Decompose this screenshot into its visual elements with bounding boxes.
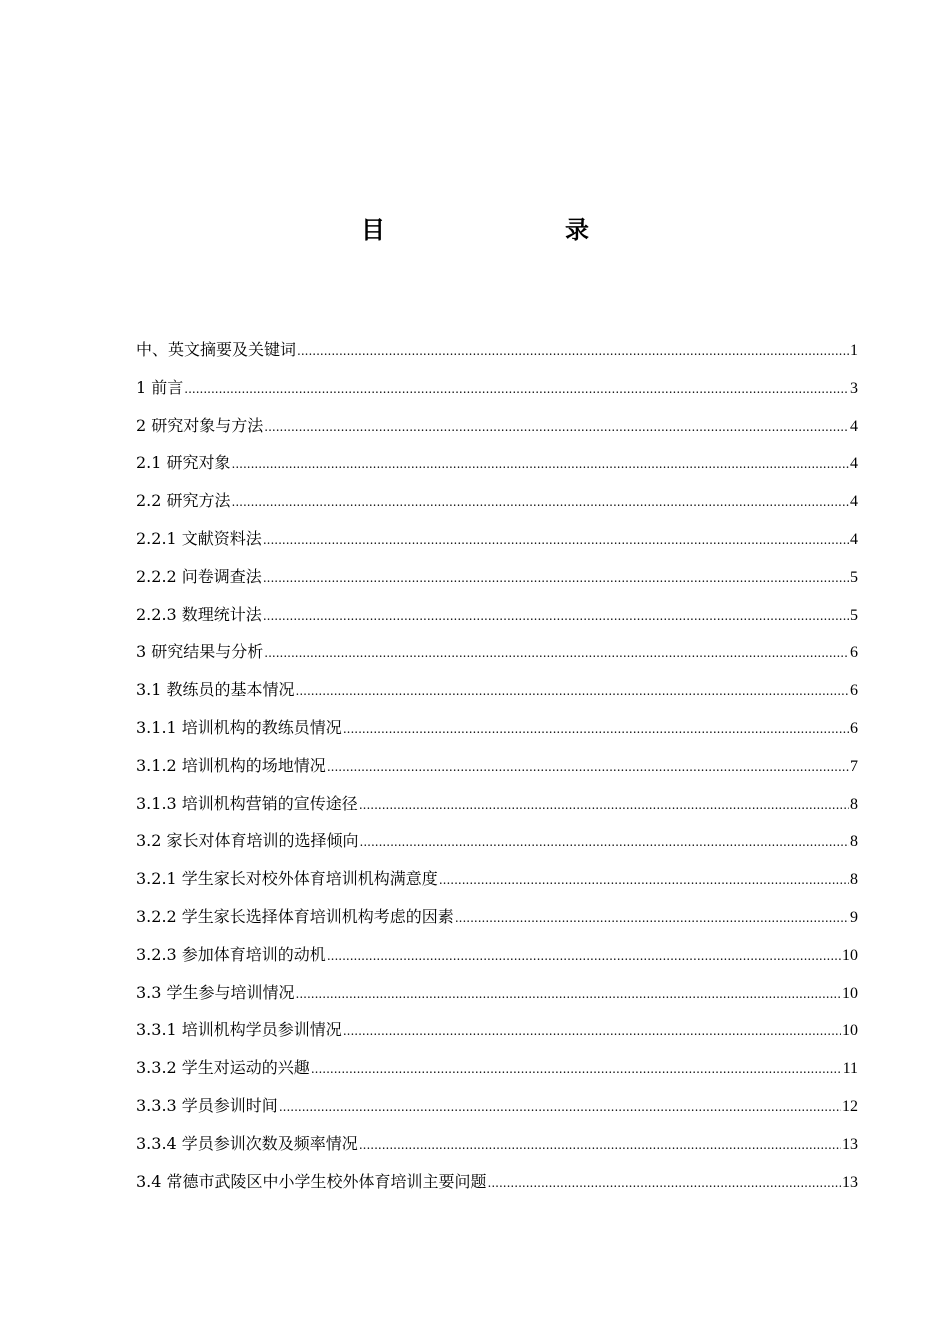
- toc-entry[interactable]: [136, 1054, 858, 1092]
- toc-dot-leader: [264, 413, 849, 441]
- toc-dot-leader: [455, 904, 849, 932]
- toc-entry[interactable]: [136, 563, 858, 601]
- toc-entry-page-number: 10: [842, 984, 858, 1002]
- toc-entry-page-number: 4: [850, 417, 858, 435]
- toc-entry-label: 3.2.2 学生家长选择体育培训机构考虑的因素: [136, 906, 454, 926]
- toc-entry-page-number: 12: [842, 1097, 858, 1115]
- toc-entry[interactable]: [136, 714, 858, 752]
- toc-entry[interactable]: [136, 979, 858, 1017]
- toc-entry[interactable]: [136, 1130, 858, 1168]
- toc-dot-leader: [232, 450, 849, 478]
- toc-entry[interactable]: [136, 601, 858, 639]
- toc-entry-page-number: 10: [842, 946, 858, 964]
- toc-entry-page-number: 6: [850, 682, 858, 700]
- toc-entry-label: 3.1.2 培训机构的场地情况: [136, 755, 326, 775]
- toc-entry-label: 2.2.1 文献资料法: [136, 528, 262, 548]
- toc-entry[interactable]: [136, 827, 858, 865]
- toc-dot-leader: [311, 1055, 842, 1083]
- toc-entry-label: 3 研究结果与分析: [136, 642, 264, 662]
- toc-dot-leader: [439, 866, 849, 894]
- toc-entry[interactable]: [136, 941, 858, 979]
- toc-entry-label: 2.2.2 问卷调查法: [136, 566, 262, 586]
- toc-entry-label: 3.1.1 培训机构的教练员情况: [136, 717, 342, 737]
- toc-entry-page-number: 13: [842, 1135, 858, 1153]
- toc-dot-leader: [343, 1017, 841, 1045]
- toc-entry[interactable]: [136, 336, 858, 374]
- toc-entry[interactable]: [136, 865, 858, 903]
- toc-title: 目 录: [361, 215, 633, 244]
- toc-dot-leader: [360, 828, 849, 856]
- toc-entry-label: 3.3 学生参与培训情况: [136, 982, 295, 1002]
- toc-entry-label: 2.2.3 数理统计法: [136, 604, 262, 624]
- toc-entry-label: 3.1.3 培训机构营销的宣传途径: [136, 793, 358, 813]
- toc-entry[interactable]: [136, 1168, 858, 1206]
- toc-entry-page-number: 1: [850, 342, 858, 359]
- toc-dot-leader: [232, 488, 849, 516]
- toc-entry-label: 3.3.4 学员参训次数及频率情况: [136, 1133, 358, 1153]
- toc-entry-page-number: 11: [842, 1060, 858, 1078]
- toc-dot-leader: [343, 715, 849, 743]
- toc-entry[interactable]: [136, 1092, 858, 1130]
- toc-entry-page-number: 5: [850, 568, 858, 586]
- toc-entry-label: 2.1 研究对象: [136, 453, 231, 473]
- toc-entry[interactable]: [136, 374, 858, 412]
- toc-dot-leader: [264, 639, 849, 667]
- toc-entry[interactable]: [136, 790, 858, 828]
- toc-entry-label: 3.2 家长对体育培训的选择倾向: [136, 831, 359, 851]
- toc-entry-label: 3.4 常德市武陵区中小学生校外体育培训主要问题: [136, 1171, 487, 1191]
- toc-entry-page-number: 8: [850, 871, 858, 889]
- toc-entry-page-number: 10: [842, 1022, 858, 1040]
- toc-dot-leader: [279, 1093, 841, 1121]
- toc-dot-leader: [488, 1169, 841, 1197]
- toc-entry-page-number: 5: [850, 606, 858, 624]
- toc-dot-leader: [263, 602, 849, 630]
- toc-entry-label: 2 研究对象与方法: [136, 415, 264, 435]
- toc-entry[interactable]: [136, 752, 858, 790]
- toc-dot-leader: [263, 564, 849, 592]
- toc-entry-page-number: 3: [850, 379, 858, 397]
- toc-dot-leader: [184, 375, 849, 403]
- toc-entry-label: 2.2 研究方法: [136, 491, 231, 511]
- toc-entry-page-number: 9: [850, 908, 858, 926]
- toc-entry-page-number: 13: [842, 1173, 858, 1191]
- toc-entry[interactable]: [136, 412, 858, 450]
- toc-entry[interactable]: [136, 449, 858, 487]
- toc-dot-leader: [297, 337, 849, 365]
- toc-entry[interactable]: [136, 1016, 858, 1054]
- toc-entry-label: 1 前言: [136, 377, 184, 397]
- toc-entry[interactable]: [136, 525, 858, 563]
- toc-dot-leader: [359, 791, 849, 819]
- toc-entry-page-number: 7: [850, 757, 858, 775]
- toc-entry-page-number: 8: [850, 833, 858, 851]
- toc-dot-leader: [263, 526, 849, 554]
- toc-dot-leader: [327, 942, 841, 970]
- toc-entry-label: 3.2.3 参加体育培训的动机: [136, 944, 326, 964]
- toc-entry[interactable]: [136, 903, 858, 941]
- toc-entry-page-number: 8: [850, 795, 858, 813]
- toc-dot-leader: [359, 1131, 841, 1159]
- toc-dot-leader: [327, 753, 849, 781]
- toc-entry-label: 中、英文摘要及关键词: [136, 340, 297, 359]
- toc-entry-label: 3.2.1 学生家长对校外体育培训机构满意度: [136, 869, 438, 889]
- toc-entry-label: 3.1 教练员的基本情况: [136, 680, 295, 700]
- toc-dot-leader: [296, 677, 849, 705]
- toc-entry-page-number: 6: [850, 644, 858, 662]
- toc-entry-label: 3.3.2 学生对运动的兴趣: [136, 1058, 310, 1078]
- toc-entry-page-number: 4: [850, 530, 858, 548]
- toc-entry-label: 3.3.1 培训机构学员参训情况: [136, 1020, 342, 1040]
- toc-entry[interactable]: [136, 638, 858, 676]
- toc-entry-page-number: 4: [850, 493, 858, 511]
- toc-dot-leader: [296, 980, 841, 1008]
- toc-entry[interactable]: [136, 487, 858, 525]
- toc-list: [136, 336, 858, 1205]
- toc-entry-label: 3.3.3 学员参训时间: [136, 1095, 278, 1115]
- toc-entry-page-number: 4: [850, 455, 858, 473]
- toc-entry[interactable]: [136, 676, 858, 714]
- toc-entry-page-number: 6: [850, 719, 858, 737]
